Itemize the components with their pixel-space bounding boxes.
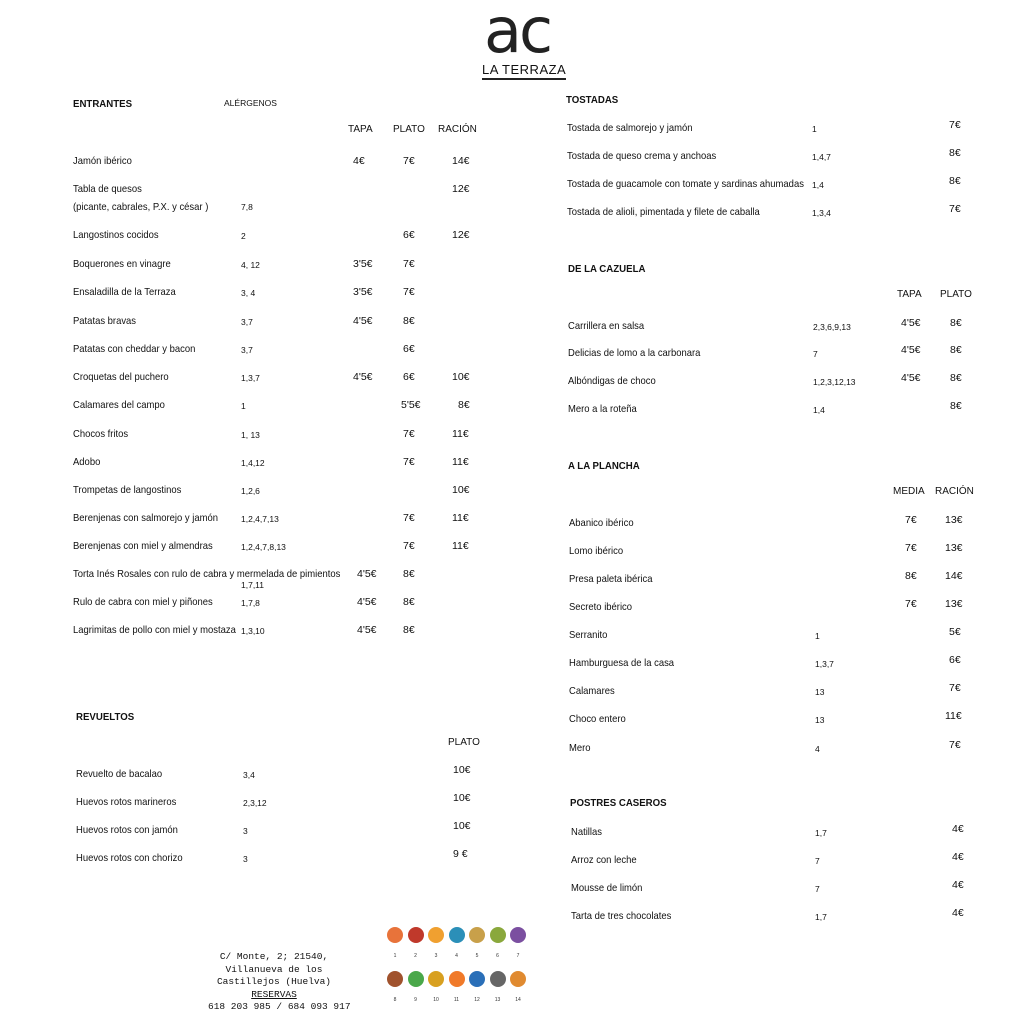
- menu-item-name: Patatas con cheddar y bacon: [73, 343, 196, 355]
- menu-item-price-racion: 8€: [458, 399, 470, 411]
- allergen-number: 5: [475, 953, 479, 959]
- menu-item-allergens: 3,7: [241, 317, 253, 327]
- nuts-icon: [387, 971, 403, 987]
- menu-item-name: Tostada de guacamole con tomate y sardinas ahumadas: [567, 178, 804, 190]
- allergen-number: 11: [453, 997, 460, 1003]
- menu-item-name: Patatas bravas: [73, 315, 137, 327]
- menu-item-name: Jamón ibérico: [73, 155, 132, 167]
- menu-item-name: Albóndigas de choco: [568, 375, 656, 387]
- menu-item-name: Arroz con leche: [571, 854, 637, 866]
- menu-item-price-plato: 7€: [403, 258, 415, 270]
- menu-item-price-racion: 13€: [945, 598, 963, 610]
- menu-item-allergens: 1,2,6: [241, 486, 260, 496]
- section-title-plancha: A LA PLANCHA: [568, 460, 640, 472]
- menu-item-allergens: 13: [815, 715, 825, 725]
- menu-item-allergens: 1,2,4,7,13: [241, 514, 279, 524]
- fish-icon: [449, 927, 465, 943]
- gluten-icon: [387, 927, 403, 943]
- allergen-number: 13: [494, 997, 501, 1003]
- menu-item-price-tapa: 4'5€: [901, 372, 921, 384]
- menu-item-allergens: 1,3,4: [812, 208, 831, 218]
- menu-item-price-plato: 10€: [453, 792, 471, 804]
- menu-item-allergens: 3: [243, 826, 248, 836]
- menu-item-allergens: 7,8: [241, 202, 253, 212]
- menu-item-price: 4€: [952, 879, 964, 891]
- menu-item-price-tapa: 4'5€: [357, 624, 377, 636]
- menu-item-price-plato: 7€: [403, 512, 415, 524]
- menu-item-price-plato: 7€: [403, 155, 415, 167]
- menu-item-allergens: 7: [815, 884, 820, 894]
- section-title-tostadas: TOSTADAS: [566, 94, 619, 106]
- menu-item-allergens: 1,4: [812, 180, 824, 190]
- menu-item-name: Natillas: [571, 826, 602, 838]
- allergen-number: 7: [516, 953, 520, 959]
- menu-item-allergens: 1, 13: [241, 430, 260, 440]
- milk-icon: [510, 927, 526, 943]
- menu-item-price-tapa: 4'5€: [357, 568, 377, 580]
- allergen-number: 2: [414, 953, 417, 959]
- menu-item-name: Trompetas de langostinos: [73, 484, 182, 496]
- section-title-cazuela: DE LA CAZUELA: [568, 263, 646, 275]
- menu-item-price-media: 7€: [905, 514, 917, 526]
- menu-item-name: Serranito: [569, 629, 608, 641]
- menu-item-price: 4€: [952, 823, 964, 835]
- allergens-header: ALÉRGENOS: [224, 98, 277, 108]
- menu-item-name: Tostada de salmorejo y jamón: [567, 122, 693, 134]
- lupin-icon: [510, 971, 526, 987]
- menu-item-price-tapa: 3'5€: [353, 258, 373, 270]
- menu-item-price-plato: 8€: [950, 400, 962, 412]
- col-header-tapa: TAPA: [348, 124, 373, 135]
- phone-numbers[interactable]: 618 203 985 / 684 093 917: [208, 1001, 351, 1012]
- menu-item-name: Huevos rotos con chorizo: [76, 852, 183, 864]
- menu-item-price-racion: 12€: [452, 229, 470, 241]
- menu-item-price: 4€: [952, 907, 964, 919]
- menu-item-price-racion: 11€: [452, 512, 469, 524]
- menu-item-allergens: 1,4,12: [241, 458, 265, 468]
- menu-item-price-plato: 8€: [403, 568, 415, 580]
- menu-item-price-racion: 13€: [945, 514, 963, 526]
- menu-item-allergens: 7: [813, 349, 818, 359]
- menu-item-price-plato: 8€: [950, 344, 962, 356]
- menu-item-price-racion: 5€: [949, 626, 961, 638]
- menu-item-price-racion: 12€: [452, 183, 470, 195]
- menu-item-price-racion: 11€: [452, 428, 469, 440]
- menu-item-price-media: 7€: [905, 598, 917, 610]
- mustard-icon: [428, 971, 444, 987]
- allergen-number: 12: [474, 997, 480, 1003]
- menu-item-price-plato: 6€: [403, 229, 415, 241]
- menu-item-name: Torta Inés Rosales con rulo de cabra y mermelada de pimientos: [73, 568, 341, 580]
- menu-item-price-racion: 11€: [452, 456, 469, 468]
- menu-item-allergens: 2: [241, 231, 246, 241]
- menu-item-price-racion: 10€: [452, 484, 470, 496]
- allergen-number: 9: [414, 997, 417, 1003]
- menu-item-price: 8€: [949, 147, 961, 159]
- menu-item-price-racion: 7€: [949, 682, 961, 694]
- address-line-2: Villanueva de los: [225, 963, 323, 975]
- menu-item-name: Mousse de limón: [571, 882, 643, 894]
- address-line-3: Castillejos (Huelva): [216, 976, 332, 987]
- allergen-number: 3: [434, 953, 438, 959]
- menu-item-price: 4€: [952, 851, 964, 863]
- menu-item-name: Secreto ibérico: [569, 601, 633, 613]
- menu-item-name: Rulo de cabra con miel y piñones: [73, 596, 213, 608]
- menu-item-price-tapa: 4'5€: [357, 596, 377, 608]
- menu-item-price-media: 8€: [905, 570, 917, 582]
- menu-item-allergens: 1,7: [815, 912, 827, 922]
- menu-item-allergens: 1,3,7: [815, 659, 834, 669]
- menu-item-allergens: 1: [815, 631, 820, 641]
- menu-item-price-plato: 7€: [403, 540, 415, 552]
- allergen-number: 1: [393, 953, 397, 959]
- menu-item-allergens: 7: [815, 856, 820, 866]
- menu-item-allergens: 1,3,10: [241, 626, 265, 636]
- address-block: [208, 951, 351, 1014]
- reservas-label: RESERVAS: [251, 988, 297, 1000]
- allergen-number: 8: [393, 997, 397, 1003]
- menu-item-name: Tostada de queso crema y anchoas: [567, 150, 717, 162]
- menu-item-allergens: 2,3,12: [243, 798, 267, 808]
- menu-item-allergens: 1,7: [815, 828, 827, 838]
- menu-item-name: Choco entero: [569, 713, 626, 725]
- menu-item-price-plato: 8€: [950, 372, 962, 384]
- menu-item-name: Berenjenas con miel y almendras: [73, 540, 213, 552]
- egg-icon: [428, 927, 444, 943]
- menu-item-price-plato: 10€: [453, 820, 471, 832]
- menu-item-price: 7€: [949, 119, 961, 131]
- menu-item-price-racion: 14€: [452, 155, 470, 167]
- menu-item-description: (picante, cabrales, P.X. y césar ): [73, 201, 209, 213]
- menu-item-allergens: 4: [815, 744, 820, 754]
- menu-item-allergens: 4, 12: [241, 260, 260, 270]
- menu-item-allergens: 1,4: [813, 405, 825, 415]
- peanut-icon: [469, 927, 485, 943]
- menu-item-name: Berenjenas con salmorejo y jamón: [73, 512, 218, 524]
- menu-item-name: Tabla de quesos: [73, 183, 142, 195]
- menu-item-name: Lagrimitas de pollo con miel y mostaza: [73, 624, 236, 636]
- menu-item-name: Mero a la roteña: [568, 403, 637, 415]
- menu-item-allergens: 1,4,7: [812, 152, 831, 162]
- menu-item-name: Calamares: [569, 685, 615, 697]
- sesame-icon: [449, 971, 465, 987]
- menu-item-price-plato: 5'5€: [401, 399, 421, 411]
- menu-item-allergens: 1: [812, 124, 817, 134]
- menu-item-name: Carrillera en salsa: [568, 320, 645, 332]
- allergen-number: 6: [496, 953, 499, 959]
- menu-item-price-tapa: 4'5€: [353, 315, 373, 327]
- logo-name: LA TERRAZA: [482, 62, 566, 80]
- menu-item-allergens: 2,3,6,9,13: [813, 322, 851, 332]
- menu-item-price-racion: 10€: [452, 371, 470, 383]
- menu-item-name: Hamburguesa de la casa: [569, 657, 675, 669]
- menu-item-price-plato: 10€: [453, 764, 471, 776]
- menu-item-price-tapa: 4'5€: [901, 317, 921, 329]
- menu-item-price-tapa: 3'5€: [353, 286, 373, 298]
- col-header-racion: RACIÓN: [935, 486, 974, 497]
- menu-item-price-tapa: 4€: [353, 155, 365, 167]
- allergen-number: 10: [433, 997, 439, 1003]
- menu-item-allergens: 1,2,4,7,8,13: [241, 542, 286, 552]
- menu-item-name: Mero: [569, 742, 591, 754]
- menu-item-name: Adobo: [73, 456, 101, 468]
- menu-item-name: Langostinos cocidos: [73, 229, 159, 241]
- soy-icon: [490, 927, 506, 943]
- menu-item-price-plato: 7€: [403, 456, 415, 468]
- menu-item-price-plato: 8€: [950, 317, 962, 329]
- section-title-entrantes: ENTRANTES: [73, 98, 133, 110]
- menu-item-allergens: 1: [241, 401, 246, 411]
- menu-item-price-plato: 7€: [403, 286, 415, 298]
- menu-item-price-plato: 7€: [403, 428, 415, 440]
- sulphites-icon: [469, 971, 485, 987]
- menu-item-allergens: 3,7: [241, 345, 253, 355]
- menu-item-price-racion: 7€: [949, 739, 961, 751]
- menu-item-name: Calamares del campo: [73, 399, 165, 411]
- molluscs-icon: [490, 971, 506, 987]
- crustaceans-icon: [408, 927, 424, 943]
- menu-item-allergens: 13: [815, 687, 825, 697]
- menu-item-price-racion: 11€: [452, 540, 469, 552]
- col-header-plato: PLATO: [448, 737, 480, 748]
- menu-item-name: Huevos rotos con jamón: [76, 824, 178, 836]
- col-header-tapa: TAPA: [897, 289, 922, 300]
- menu-item-price-tapa: 4'5€: [353, 371, 373, 383]
- menu-item-name: Revuelto de bacalao: [76, 768, 163, 780]
- menu-item-price-plato: 8€: [403, 624, 415, 636]
- menu-item-price-plato: 8€: [403, 596, 415, 608]
- menu-item-name: Tarta de tres chocolates: [571, 910, 672, 922]
- menu-item-price-plato: 8€: [403, 315, 415, 327]
- menu-item-price-plato: 6€: [403, 371, 415, 383]
- allergen-number: 14: [515, 997, 521, 1003]
- menu-item-allergens: 1,2,3,12,13: [813, 377, 856, 387]
- menu-item-name: Boquerones en vinagre: [73, 258, 171, 270]
- menu-item-name: Presa paleta ibérica: [569, 573, 653, 585]
- col-header-racion: RACIÓN: [438, 124, 477, 135]
- col-header-media: MEDIA: [893, 486, 925, 497]
- menu-item-price-racion: 6€: [949, 654, 961, 666]
- address-line-1: C/ Monte, 2; 21540,: [219, 951, 329, 962]
- col-header-plato: PLATO: [940, 289, 972, 300]
- menu-item-name: Huevos rotos marineros: [76, 796, 177, 808]
- menu-item-allergens: 3,4: [243, 770, 255, 780]
- menu-item-price-tapa: 4'5€: [901, 344, 921, 356]
- menu-item-allergens: 3: [243, 854, 248, 864]
- menu-item-allergens: 1,7,8: [241, 598, 260, 608]
- menu-item-name: Croquetas del puchero: [73, 371, 169, 383]
- menu-item-name: Tostada de alioli, pimentada y filete de caballa: [567, 206, 760, 218]
- menu-item-price-racion: 14€: [945, 570, 963, 582]
- menu-item-price: 8€: [949, 175, 961, 187]
- menu-item-price: 7€: [949, 203, 961, 215]
- menu-item-name: Ensaladilla de la Terraza: [73, 286, 176, 298]
- logo-mark: ac: [484, 0, 551, 67]
- menu-item-price-racion: 13€: [945, 542, 963, 554]
- col-header-plato: PLATO: [393, 124, 425, 135]
- allergen-number: 4: [455, 953, 458, 959]
- section-title-postres: POSTRES CASEROS: [570, 797, 667, 809]
- menu-item-price-racion: 11€: [945, 710, 962, 722]
- menu-item-name: Chocos fritos: [73, 428, 129, 440]
- menu-item-price-plato: 9 €: [453, 848, 468, 860]
- menu-item-name: Lomo ibérico: [569, 545, 624, 557]
- menu-item-allergens: 1,7,11: [241, 580, 265, 590]
- menu-item-price-plato: 6€: [403, 343, 415, 355]
- menu-item-allergens: 1,3,7: [241, 373, 260, 383]
- menu-item-name: Delicias de lomo a la carbonara: [568, 347, 701, 359]
- menu-item-name: Abanico ibérico: [569, 517, 634, 529]
- menu-item-price-media: 7€: [905, 542, 917, 554]
- menu-item-allergens: 3, 4: [241, 288, 256, 298]
- celery-icon: [408, 971, 424, 987]
- section-title-revueltos: REVUELTOS: [76, 711, 135, 723]
